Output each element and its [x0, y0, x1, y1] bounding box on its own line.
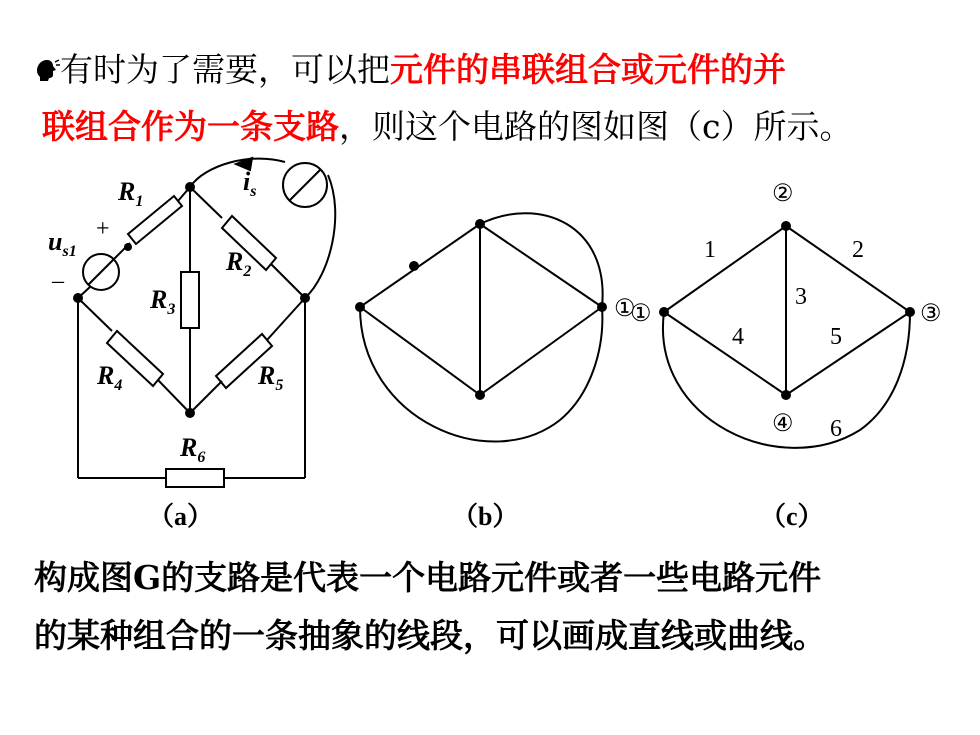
branch [480, 224, 602, 307]
branch-4 [664, 312, 786, 395]
label-r4: $R_4$ [97, 361, 123, 394]
branch [480, 307, 602, 395]
figure-a-circuit [78, 158, 335, 487]
wire [78, 298, 112, 331]
wire [271, 264, 305, 298]
label-r1: $R_1$ [118, 177, 144, 210]
branch [360, 307, 480, 395]
wire [305, 175, 335, 298]
node-label-1: ① [630, 299, 652, 327]
branch-number-1: 1 [704, 237, 716, 263]
branch-number-3: 3 [795, 284, 807, 310]
node-dot [185, 182, 195, 192]
polarity-plus: + [96, 216, 110, 242]
node-label-1: ① [614, 294, 636, 322]
intro-highlight-2: 联组合作为一条支路 [42, 107, 339, 146]
wire [267, 298, 305, 340]
label-us1: $u_{s1}$ [48, 227, 77, 260]
branch [360, 224, 480, 307]
node-label-3: ③ [920, 299, 942, 327]
branch-1 [664, 226, 786, 312]
label-r5: $R_5$ [258, 361, 284, 394]
node-dot [597, 302, 607, 312]
voltage-source-diagonal [88, 259, 114, 285]
node-dot [475, 390, 485, 400]
branch-5 [786, 312, 910, 395]
caption-c: （c） [760, 502, 824, 531]
figure-b-graph [360, 213, 603, 441]
node-dot [73, 293, 83, 303]
node-dot [781, 390, 791, 400]
label-r2: $R_2$ [226, 247, 252, 280]
node-label-4: ④ [772, 409, 794, 437]
node-dot [659, 307, 669, 317]
branch-number-5: 5 [830, 324, 842, 350]
wire [158, 380, 190, 413]
label-r3: $R_3$ [150, 285, 176, 318]
branch-number-4: 4 [732, 324, 744, 350]
wire [190, 381, 222, 413]
wire [190, 187, 222, 218]
conclusion-line-2: 的某种组合的一条抽象的线段，可以画成直线或曲线。 [34, 616, 826, 655]
node-dot [300, 293, 310, 303]
node-dot [124, 243, 132, 251]
intro-text-1: 有时为了需要，可以把 [60, 50, 390, 89]
node-dot [475, 219, 485, 229]
node-dot [355, 302, 365, 312]
conclusion-line-1: 构成图G的支路是代表一个电路元件或者一些电路元件 [34, 558, 822, 597]
label-r6: $R_6$ [180, 433, 206, 466]
resistor-r6 [166, 469, 224, 487]
branch-number-2: 2 [852, 237, 864, 263]
node-dot [905, 307, 915, 317]
node-dot [185, 408, 195, 418]
polarity-minus: – [52, 268, 64, 294]
caption-a: （a） [148, 502, 214, 531]
node-label-2: ② [772, 179, 794, 207]
intro-highlight-1: 元件的串联组合或元件的并 [390, 50, 786, 89]
branch-number-6: 6 [830, 416, 842, 442]
node-dot [781, 221, 791, 231]
node-dot [409, 261, 419, 271]
label-is: $i_s$ [243, 167, 257, 200]
resistor-r3 [181, 272, 199, 328]
figure-a-labels [48, 167, 283, 466]
intro-text-2: ，则这个电路的图如图（c）所示。 [339, 107, 853, 146]
caption-b: （b） [452, 502, 519, 531]
branch-arc [480, 213, 603, 307]
branch-arc [360, 307, 602, 442]
current-source-diagonal [290, 170, 320, 200]
